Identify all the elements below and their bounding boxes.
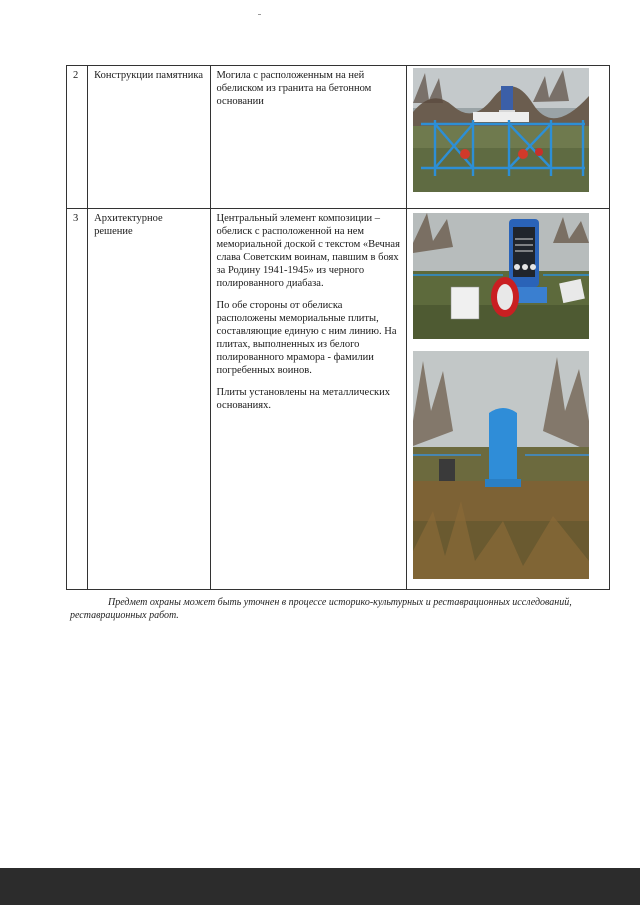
protection-table: [66, 65, 610, 590]
description-paragraph: По обе стороны от обелиска расположены мемориальные плиты, составляющие единую с ним линию. На плитах, выполненных из белого полированного мрамора - фамилии погребенных воинов.: [216, 300, 397, 376]
row-number: 3: [67, 209, 88, 590]
description-paragraph: Плиты установлены на металлических основаниях.: [216, 387, 391, 411]
grave-fence-photo: [413, 68, 589, 192]
description-paragraph: Могила с расположенным на ней обелиском из гранита на бетонном основании: [216, 70, 372, 107]
photo-cell: [407, 209, 610, 590]
obelisk-wreath-photo: [413, 213, 589, 339]
scan-mark: [258, 14, 261, 15]
table-row: [67, 66, 610, 209]
scan-edge: [0, 868, 640, 905]
row-name: Конструкции памятника: [88, 66, 210, 209]
footnote: Предмет охраны может быть уточнен в процессе историко-культурных и реставрационных исследований, реставрационных работ.: [70, 597, 572, 621]
photo-cell: [407, 66, 610, 209]
row-description: [210, 209, 407, 590]
row-number: 2: [67, 66, 88, 209]
table-row: [67, 209, 610, 590]
row-name: Архитектурное решение: [88, 209, 210, 590]
obelisk-side-photo: [413, 351, 589, 579]
description-paragraph: Центральный элемент композиции – обелиск с расположенной на нем мемориальной доской с текстом «Вечная слава Советским воинам, павшим в боях за Родину 1941-1945» из черного полированного диабаза.: [216, 213, 400, 289]
row-description: [210, 66, 407, 209]
